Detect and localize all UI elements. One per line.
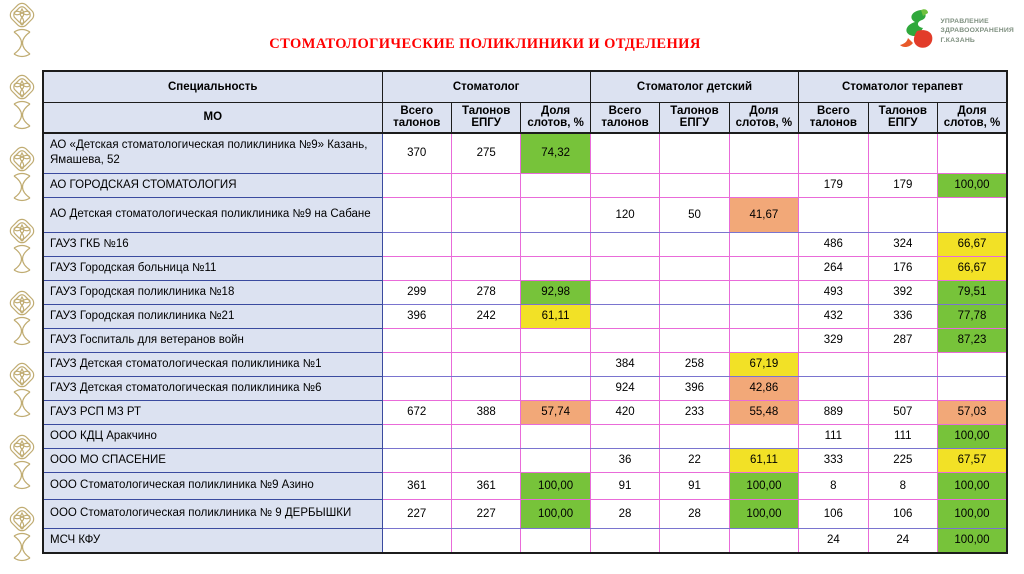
table-row <box>43 197 1007 232</box>
value-cell <box>451 448 520 472</box>
value-cell <box>521 376 590 400</box>
share-value-cell: 79,51 <box>938 280 1008 304</box>
value-cell: 28 <box>590 499 659 528</box>
decorative-border <box>5 0 41 574</box>
share-value-cell: 100,00 <box>938 528 1008 553</box>
value-cell <box>590 173 659 197</box>
share-value-cell: 100,00 <box>729 499 798 528</box>
org-name <box>941 17 1015 46</box>
value-cell <box>729 232 798 256</box>
table-row <box>43 499 1007 528</box>
value-cell: 384 <box>590 352 659 376</box>
value-cell <box>521 448 590 472</box>
table-row <box>43 448 1007 472</box>
value-cell: 420 <box>590 400 659 424</box>
table-row <box>43 472 1007 499</box>
value-cell <box>451 352 520 376</box>
value-cell <box>382 173 451 197</box>
value-cell: 370 <box>382 133 451 173</box>
mo-name-cell: ГАУЗ Детская стоматологическая поликлиника №6 <box>43 376 382 400</box>
group-header-stomatolog-terapevt: Стоматолог терапевт <box>799 71 1007 102</box>
value-cell: 486 <box>799 232 868 256</box>
value-cell: 264 <box>799 256 868 280</box>
share-value-cell: 61,11 <box>729 448 798 472</box>
value-cell: 24 <box>868 528 937 553</box>
value-cell <box>451 197 520 232</box>
table-row <box>43 256 1007 280</box>
value-cell: 50 <box>660 197 729 232</box>
value-cell <box>521 528 590 553</box>
value-cell <box>590 232 659 256</box>
value-cell: 324 <box>868 232 937 256</box>
group-header-stomatolog-detskiy: Стоматолог детский <box>590 71 798 102</box>
value-cell: 242 <box>451 304 520 328</box>
org-name-line: ЗДРАВООХРАНЕНИЯ <box>940 27 1014 35</box>
value-cell <box>451 173 520 197</box>
org-name-line: Г.КАЗАНЬ <box>940 36 976 44</box>
mo-name-cell: МСЧ КФУ <box>43 528 382 553</box>
value-cell: 396 <box>382 304 451 328</box>
value-cell <box>660 528 729 553</box>
table-row <box>43 376 1007 400</box>
share-value-cell: 57,74 <box>521 400 590 424</box>
value-cell <box>660 304 729 328</box>
table-row <box>43 304 1007 328</box>
share-value-cell: 42,86 <box>729 376 798 400</box>
mo-name-cell: АО ГОРОДСКАЯ СТОМАТОЛОГИЯ <box>43 173 382 197</box>
value-cell <box>660 232 729 256</box>
subheader-total: Всего талонов <box>590 102 659 133</box>
table-row <box>43 133 1007 173</box>
value-cell <box>729 304 798 328</box>
value-cell: 336 <box>868 304 937 328</box>
value-cell: 8 <box>799 472 868 499</box>
value-cell: 111 <box>868 424 937 448</box>
subheader-epgu: Талонов ЕПГУ <box>451 102 520 133</box>
value-cell: 179 <box>868 173 937 197</box>
value-cell: 299 <box>382 280 451 304</box>
value-cell: 176 <box>868 256 937 280</box>
value-cell <box>590 304 659 328</box>
value-cell <box>382 328 451 352</box>
mo-name-cell: АО «Детская стоматологическая поликлиника №9» Казань, Ямашева, 52 <box>43 133 382 173</box>
value-cell <box>660 280 729 304</box>
share-value-cell: 100,00 <box>521 472 590 499</box>
share-value-cell: 41,67 <box>729 197 798 232</box>
value-cell: 225 <box>868 448 937 472</box>
share-value-cell: 74,32 <box>521 133 590 173</box>
value-cell <box>521 173 590 197</box>
share-value-cell: 100,00 <box>938 499 1008 528</box>
value-cell <box>729 133 798 173</box>
value-cell <box>590 424 659 448</box>
value-cell <box>938 352 1008 376</box>
value-cell: 28 <box>660 499 729 528</box>
table-row <box>43 280 1007 304</box>
table-row <box>43 232 1007 256</box>
share-value-cell: 55,48 <box>729 400 798 424</box>
value-cell <box>382 232 451 256</box>
value-cell <box>729 173 798 197</box>
value-cell <box>590 280 659 304</box>
value-cell: 120 <box>590 197 659 232</box>
value-cell: 91 <box>660 472 729 499</box>
value-cell <box>382 528 451 553</box>
value-cell: 507 <box>868 400 937 424</box>
value-cell <box>660 173 729 197</box>
subheader-total: Всего талонов <box>382 102 451 133</box>
value-cell <box>521 424 590 448</box>
mo-name-cell: ГАУЗ Городская больница №11 <box>43 256 382 280</box>
mo-header: МО <box>43 102 382 133</box>
clinics-table <box>42 70 1008 554</box>
value-cell <box>729 280 798 304</box>
value-cell <box>382 197 451 232</box>
table-row <box>43 352 1007 376</box>
mo-name-cell: ООО МО СПАСЕНИЕ <box>43 448 382 472</box>
subheader-epgu: Талонов ЕПГУ <box>868 102 937 133</box>
value-cell: 924 <box>590 376 659 400</box>
share-value-cell: 100,00 <box>938 173 1008 197</box>
value-cell: 287 <box>868 328 937 352</box>
share-value-cell: 100,00 <box>938 424 1008 448</box>
value-cell: 91 <box>590 472 659 499</box>
value-cell <box>938 133 1008 173</box>
value-cell: 329 <box>799 328 868 352</box>
value-cell <box>521 256 590 280</box>
group-header-stomatolog: Стоматолог <box>382 71 590 102</box>
subheader-share: Доля слотов, % <box>521 102 590 133</box>
value-cell <box>660 328 729 352</box>
value-cell <box>868 197 937 232</box>
mo-name-cell: ООО Стоматологическая поликлиника № 9 ДЕРБЫШКИ <box>43 499 382 528</box>
share-value-cell: 66,67 <box>938 232 1008 256</box>
value-cell: 24 <box>799 528 868 553</box>
mo-name-cell: ГАУЗ Городская поликлиника №21 <box>43 304 382 328</box>
share-value-cell: 87,23 <box>938 328 1008 352</box>
mo-name-cell: ГАУЗ ГКБ №16 <box>43 232 382 256</box>
clinics-table-body <box>43 133 1007 553</box>
value-cell <box>868 352 937 376</box>
mo-name-cell: ООО КДЦ Аракчино <box>43 424 382 448</box>
mo-name-cell: ГАУЗ Госпиталь для ветеранов войн <box>43 328 382 352</box>
value-cell <box>799 197 868 232</box>
mo-name-cell: АО Детская стоматологическая поликлиника №9 на Сабане <box>43 197 382 232</box>
value-cell <box>938 376 1008 400</box>
subheader-share: Доля слотов, % <box>938 102 1008 133</box>
share-value-cell: 61,11 <box>521 304 590 328</box>
value-cell: 22 <box>660 448 729 472</box>
mo-name-cell: ООО Стоматологическая поликлиника №9 Азино <box>43 472 382 499</box>
mo-name-cell: ГАУЗ Детская стоматологическая поликлиника №1 <box>43 352 382 376</box>
value-cell: 333 <box>799 448 868 472</box>
value-cell <box>521 197 590 232</box>
value-cell: 392 <box>868 280 937 304</box>
value-cell <box>799 133 868 173</box>
mo-name-cell: ГАУЗ РСП МЗ РТ <box>43 400 382 424</box>
value-cell: 233 <box>660 400 729 424</box>
value-cell <box>382 256 451 280</box>
value-cell <box>729 528 798 553</box>
value-cell: 889 <box>799 400 868 424</box>
table-row <box>43 173 1007 197</box>
subheader-total: Всего талонов <box>799 102 868 133</box>
value-cell: 672 <box>382 400 451 424</box>
table-row <box>43 328 1007 352</box>
specialty-header: Специальность <box>43 71 382 102</box>
share-value-cell: 100,00 <box>729 472 798 499</box>
subheader-share: Доля слотов, % <box>729 102 798 133</box>
value-cell: 432 <box>799 304 868 328</box>
value-cell <box>451 256 520 280</box>
value-cell <box>729 328 798 352</box>
value-cell <box>799 352 868 376</box>
value-cell: 493 <box>799 280 868 304</box>
page-title: СТОМАТОЛОГИЧЕСКИЕ ПОЛИКЛИНИКИ И ОТДЕЛЕНИЯ <box>269 36 701 52</box>
share-value-cell: 92,98 <box>521 280 590 304</box>
share-value-cell: 57,03 <box>938 400 1008 424</box>
org-name-line: УПРАВЛЕНИЕ <box>940 17 989 25</box>
table-row <box>43 528 1007 553</box>
value-cell: 361 <box>382 472 451 499</box>
value-cell: 278 <box>451 280 520 304</box>
value-cell <box>451 328 520 352</box>
table-row <box>43 424 1007 448</box>
value-cell <box>938 197 1008 232</box>
value-cell <box>868 376 937 400</box>
table-header <box>43 71 1007 133</box>
value-cell <box>451 232 520 256</box>
value-cell <box>660 256 729 280</box>
value-cell <box>590 528 659 553</box>
value-cell <box>451 528 520 553</box>
share-value-cell: 77,78 <box>938 304 1008 328</box>
value-cell <box>521 328 590 352</box>
share-value-cell: 100,00 <box>938 472 1008 499</box>
value-cell <box>660 133 729 173</box>
value-cell <box>521 352 590 376</box>
value-cell <box>382 376 451 400</box>
share-value-cell: 66,67 <box>938 256 1008 280</box>
value-cell <box>868 133 937 173</box>
value-cell <box>382 424 451 448</box>
share-value-cell: 67,19 <box>729 352 798 376</box>
subheader-epgu: Талонов ЕПГУ <box>660 102 729 133</box>
value-cell: 396 <box>660 376 729 400</box>
table-row <box>43 400 1007 424</box>
value-cell <box>382 448 451 472</box>
value-cell <box>660 424 729 448</box>
value-cell <box>729 256 798 280</box>
share-value-cell: 100,00 <box>521 499 590 528</box>
value-cell <box>451 424 520 448</box>
value-cell <box>799 376 868 400</box>
value-cell: 258 <box>660 352 729 376</box>
value-cell <box>590 328 659 352</box>
mo-name-cell: ГАУЗ Городская поликлиника №18 <box>43 280 382 304</box>
value-cell: 106 <box>868 499 937 528</box>
value-cell <box>590 256 659 280</box>
value-cell: 275 <box>451 133 520 173</box>
value-cell <box>382 352 451 376</box>
value-cell: 106 <box>799 499 868 528</box>
value-cell <box>729 424 798 448</box>
value-cell: 36 <box>590 448 659 472</box>
value-cell: 361 <box>451 472 520 499</box>
value-cell: 111 <box>799 424 868 448</box>
value-cell <box>590 133 659 173</box>
value-cell: 227 <box>382 499 451 528</box>
share-value-cell: 67,57 <box>938 448 1008 472</box>
value-cell: 8 <box>868 472 937 499</box>
value-cell: 179 <box>799 173 868 197</box>
value-cell: 227 <box>451 499 520 528</box>
value-cell <box>451 376 520 400</box>
group-header-row <box>43 71 1007 102</box>
sub-header-row <box>43 102 1007 133</box>
value-cell: 388 <box>451 400 520 424</box>
value-cell <box>521 232 590 256</box>
